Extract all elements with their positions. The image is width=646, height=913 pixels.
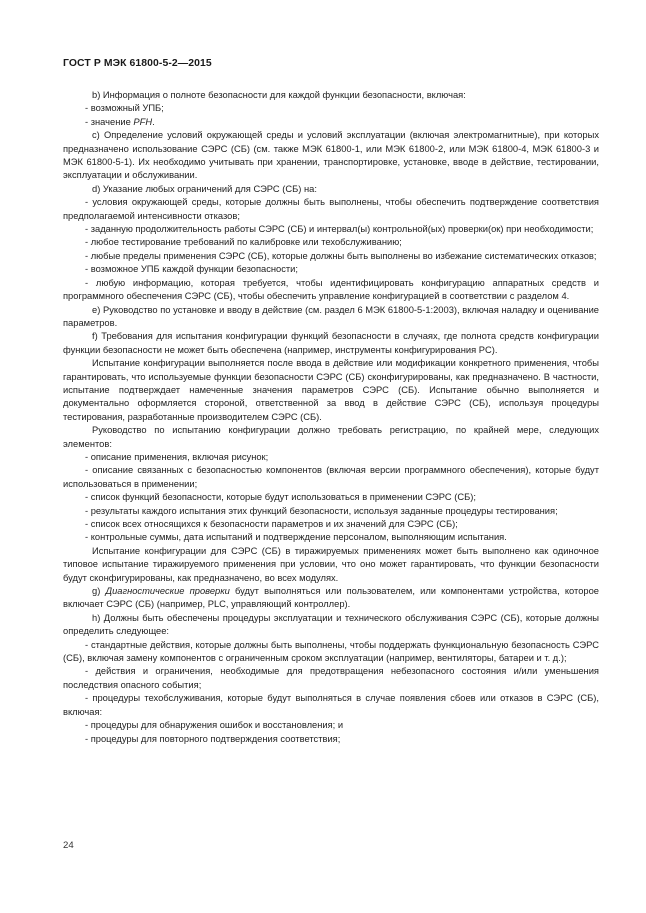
text-segment: - возможный УПБ;	[85, 103, 164, 114]
list-item-b1	[63, 102, 599, 115]
list-item-d4	[63, 250, 599, 263]
list-item-d6	[63, 277, 599, 304]
list-item-f2	[63, 464, 599, 491]
text-segment: - описание связанных с безопасностью компонентов (включая версии программного обеспечения), которые будут использоваться в применении;	[63, 465, 599, 489]
text-segment: - список функций безопасности, которые будут использоваться в применении СЭРС (СБ);	[85, 492, 476, 503]
list-item-d1	[63, 196, 599, 223]
text-segment: - описание применения, включая рисунок;	[85, 451, 269, 462]
text-segment: .	[152, 116, 155, 127]
list-item-d3	[63, 236, 599, 249]
text-segment: e) Руководство по установке и вводу в действие (см. раздел 6 МЭК 61800-5-1:2003), включая наладку и оценивание параметров.	[63, 304, 599, 328]
text-segment: c) Определение условий окружающей среды и условий эксплуатации (включая электромагнитные), при которых предназначено использование СЭРС (СБ) (см. также МЭК 61800-1, или МЭК 61800-2, или МЭК 61800-4, МЭК 61800-3 и МЭК 61800-5-1). Их необходимо учитывать при хранении, транспортировке, установке, вводе в действие, тестировании, эксплуатации и обслуживании.	[63, 130, 599, 181]
document-header: ГОСТ Р МЭК 61800-5-2—2015	[63, 58, 212, 69]
list-item-d2	[63, 223, 599, 236]
paragraph-c	[63, 129, 599, 183]
italic-term: PFH	[133, 116, 153, 127]
text-segment: - процедуры техобслуживания, которые будут выполняться в случае появления сбоев или отказов в СЭРС (СБ), включая:	[63, 693, 599, 717]
text-segment: - действия и ограничения, необходимые для предотвращения небезопасного состояния и/или уменьшения последствия опасного события;	[63, 666, 599, 690]
text-segment: - значение	[85, 116, 134, 127]
text-segment: Руководство по испытанию конфигурации должно требовать регистрацию, по крайней мере, следующих элементов:	[63, 425, 599, 449]
list-item-h1	[63, 639, 599, 666]
paragraph-f	[63, 330, 599, 357]
text-segment: будут выполняться или пользователем, или компонентами устройства, которое включает СЭРС (СБ) (например, PLC, управляющий контроллер).	[63, 586, 600, 610]
text-segment: Испытание конфигурации для СЭРС (СБ) в тиражируемых применениях может быть выполнено как одиночное типовое испытание тиражируемого применения при условии, что оно может гарантировать, что функции безопасности будут сконфигурированы, как предназначено, во всех модулях.	[63, 545, 599, 583]
list-item-f1	[63, 451, 599, 464]
page-number: 24	[63, 840, 74, 851]
italic-term: Диагностические проверки	[105, 586, 230, 597]
paragraph-h	[63, 612, 599, 639]
list-item-h2	[63, 665, 599, 692]
text-segment: f) Требования для испытания конфигурации функций безопасности в случаях, где полнота средств конфигурации функции безопасности не может быть обеспечена (например, инструменты конфигурирования PC).	[63, 331, 599, 355]
text-segment: - условия окружающей среды, которые должны быть выполнены, чтобы обеспечить подтверждение соответствия предполагаемой интенсивности отказов;	[63, 197, 599, 221]
text-segment: g)	[92, 586, 106, 597]
paragraph-f_p2	[63, 424, 599, 451]
text-segment: - заданную продолжительность работы СЭРС (СБ) и интервал(ы) контрольной(ых) проверки(ок) при необходимости;	[85, 224, 594, 235]
list-item-f5	[63, 518, 599, 531]
text-segment: - процедуры для повторного подтверждения соответствия;	[85, 733, 341, 744]
paragraph-d	[63, 183, 599, 196]
text-segment: - список всех относящихся к безопасности параметров и их значений для СЭРС (СБ);	[85, 519, 458, 529]
document-body	[63, 89, 599, 746]
text-segment: h) Должны быть обеспечены процедуры эксплуатации и технического обслуживания СЭРС (СБ), которые должны определить следующее:	[63, 612, 599, 637]
text-segment: - любое тестирование требований по калибровке или техобслуживанию;	[85, 237, 402, 248]
text-segment: b) Информация о полноте безопасности для каждой функции безопасности, включая:	[92, 90, 466, 100]
list-item-f6	[63, 531, 599, 544]
paragraph-e	[63, 304, 599, 331]
text-segment: - любые пределы применения СЭРС (СБ), которые должны быть выполнены во избежание систематических отказов;	[85, 250, 597, 261]
paragraph-b	[63, 89, 599, 102]
list-item-f4	[63, 505, 599, 518]
text-segment: - любую информацию, которая требуется, чтобы идентифицировать конфигурацию аппаратных средств и программного обеспечения СЭРС (СБ), чтобы обеспечить управление конфигурацией в соответствии с разделом 4.	[63, 277, 599, 302]
paragraph-g	[63, 585, 599, 612]
text-segment: - контрольные суммы, дата испытаний и подтверждение персоналом, выполняющим испытания.	[85, 532, 507, 543]
list-item-d5	[63, 263, 599, 276]
list-item-h4	[63, 719, 599, 732]
text-segment: d) Указание любых ограничений для СЭРС (СБ) на:	[92, 183, 317, 194]
list-item-h5	[63, 733, 599, 746]
text-segment: - стандартные действия, которые должны быть выполнены, чтобы поддержать функциональную безопасность СЭРС (СБ), включая замену компонентов с ограниченным сроком эксплуатации (например, вентиляторы, батареи и т. д.);	[63, 639, 599, 664]
text-segment: - результаты каждого испытания этих функций безопасности, используя заданные процедуры тестирования;	[85, 505, 558, 516]
paragraph-f_p1	[63, 357, 599, 424]
list-item-f3	[63, 491, 599, 504]
text-segment: - процедуры для обнаружения ошибок и восстановления; и	[85, 720, 344, 731]
text-segment: Испытание конфигурации выполняется после ввода в действие или модификации конкретного применения, чтобы гарантировать, что используемые функции безопасности СЭРС (СБ) сконфигурированы, как предназначено. В частности, испытание подтверждает намеченные значения параметров СЭРС (СБ). Испытание обычно выполняется и документально оформляется стороной, ответственной за ввод в действие СЭРС (СБ), используя процедуры тестирования, разработанные производителем СЭРС (СБ).	[63, 358, 599, 422]
text-segment: - возможное УПБ каждой функции безопасности;	[85, 264, 298, 275]
list-item-b2	[63, 116, 599, 129]
paragraph-f_p3	[63, 545, 599, 585]
list-item-h3	[63, 692, 599, 719]
